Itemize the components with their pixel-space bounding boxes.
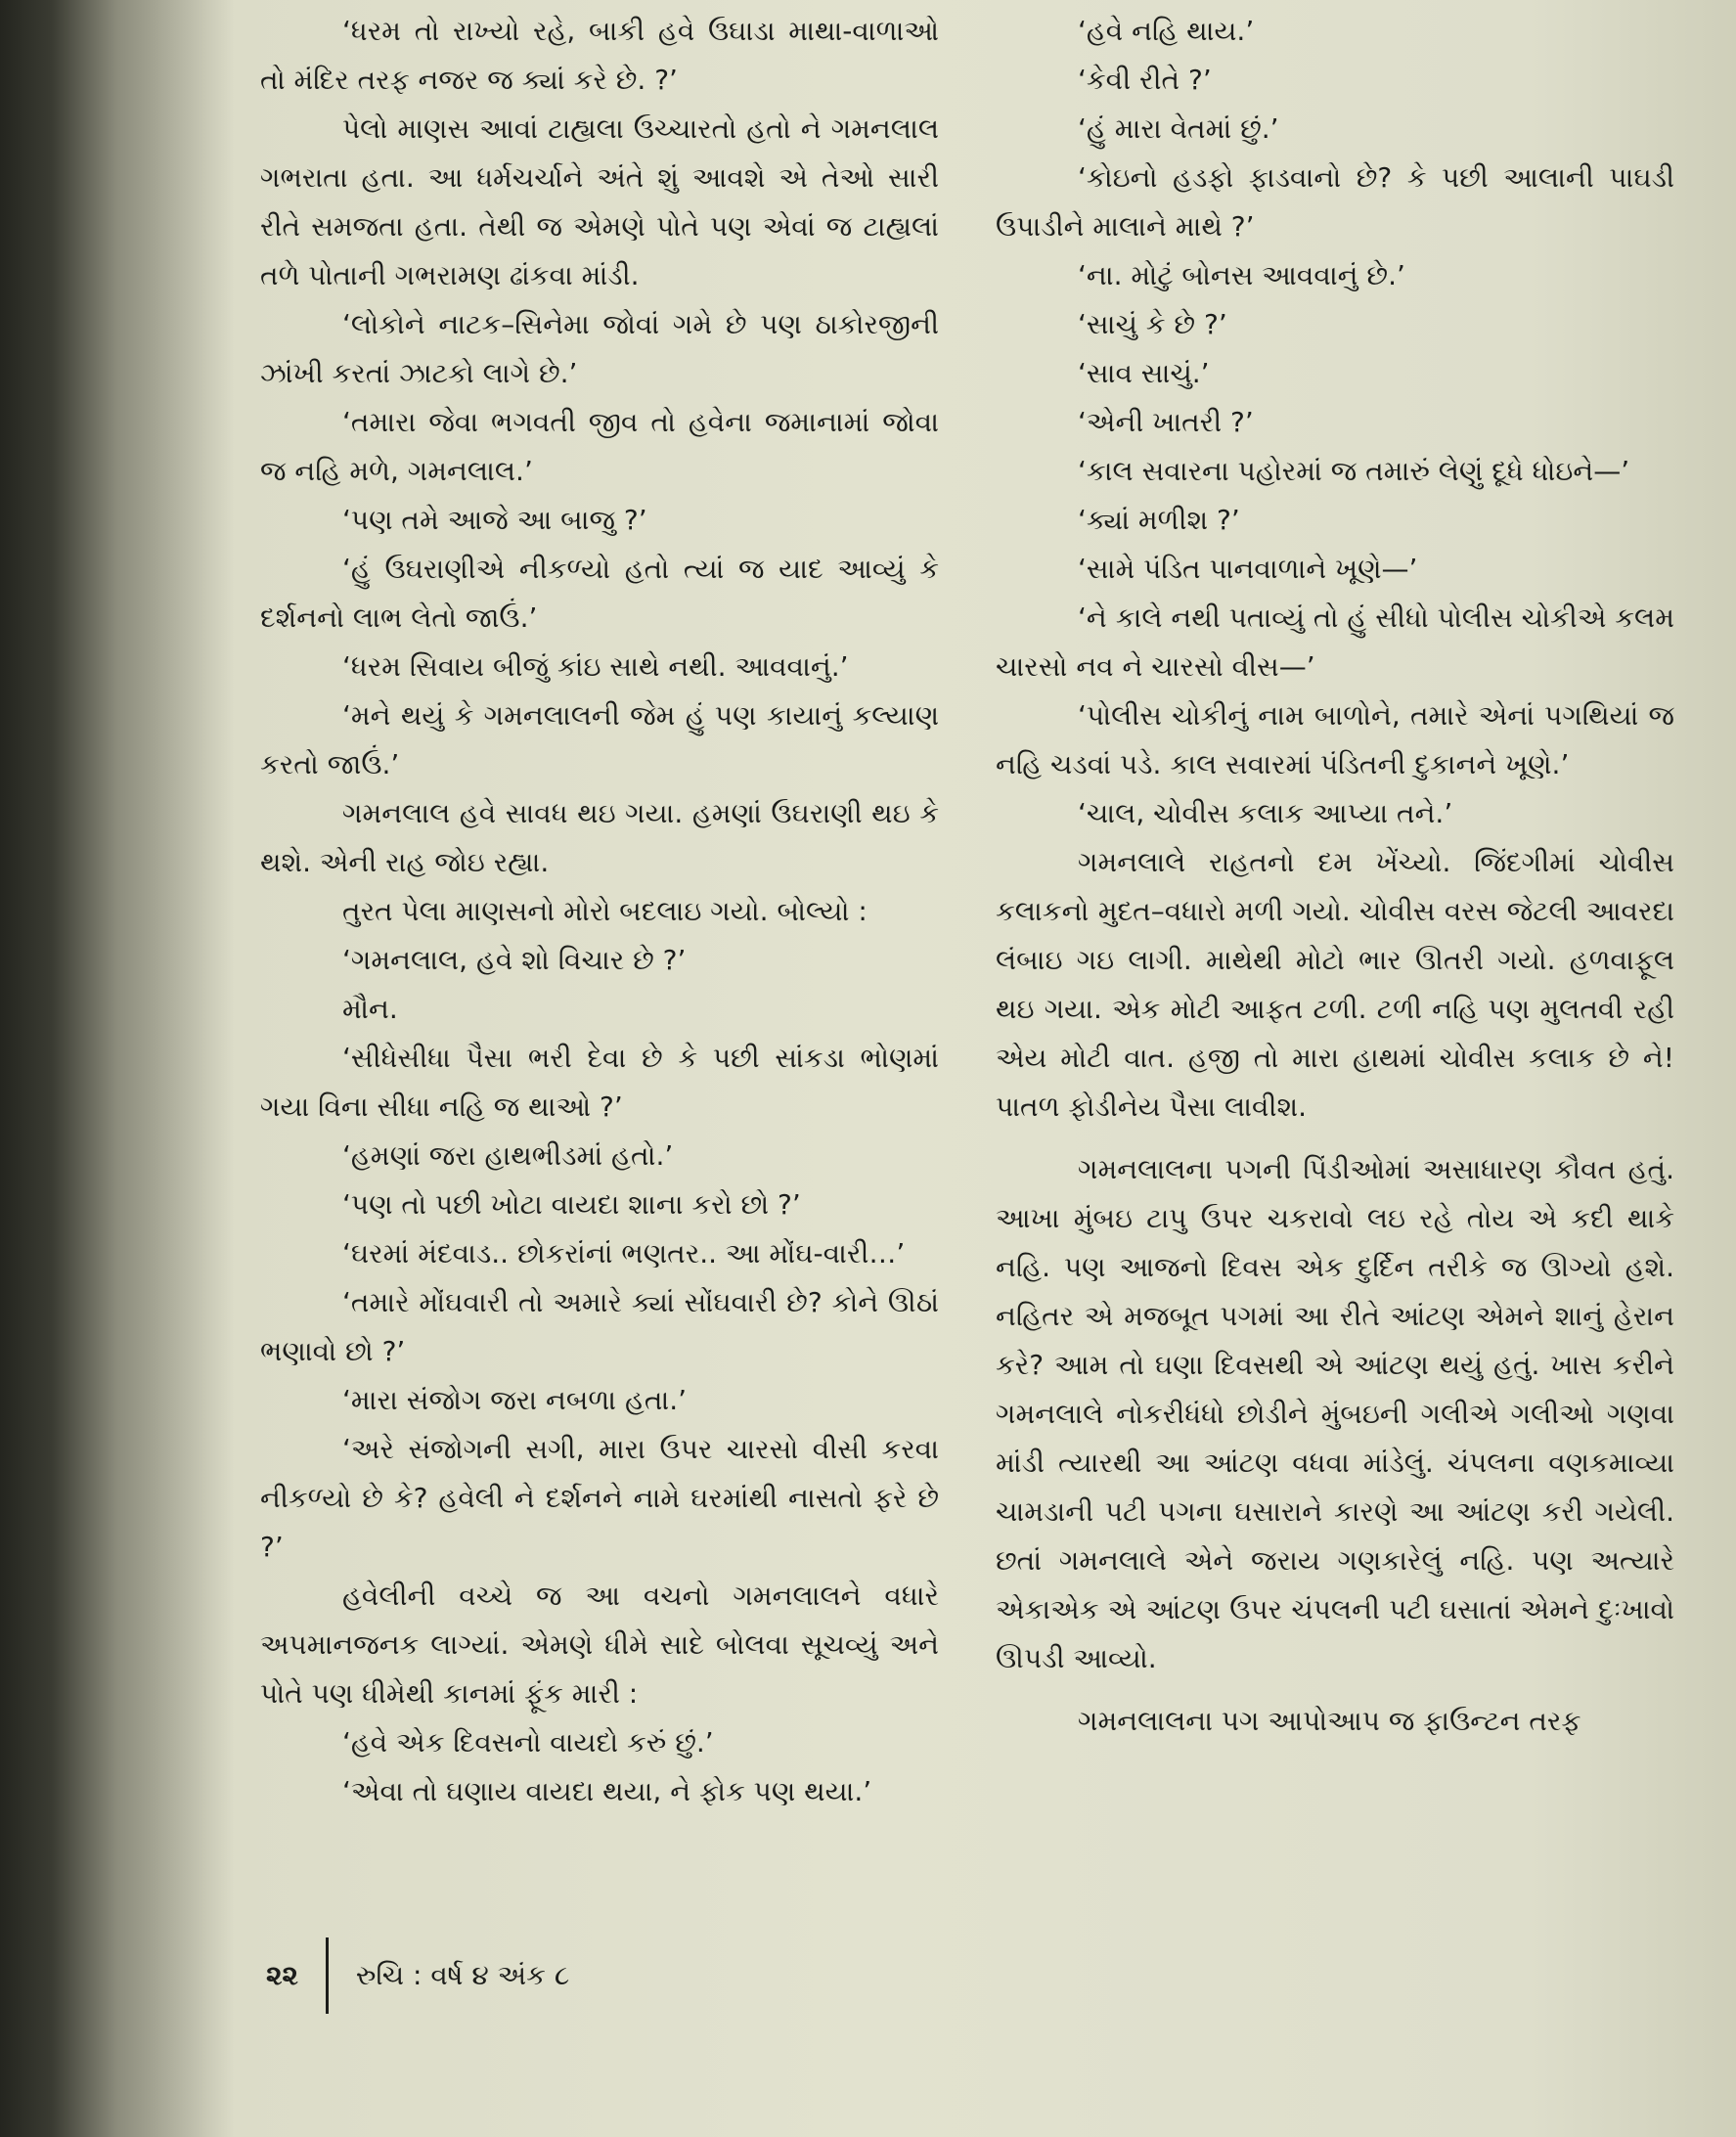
paragraph: ‘સામે પંડિત પાનવાળાને ખૂણે—’ [1078,553,1418,585]
paragraph: ‘અરે સંજોગની સગી, મારા ઉપર ચારસો વીસી કરવા નીકળ્યો છે કે? હવેલી ને દર્શનને નામે ઘરમાંથી નાસતો ફરે છે ?’ [260,1433,939,1563]
paragraph: ‘ધરમ તો રાખ્યો રહે, બાકી હવે ઉઘાડા માથા-વાળાઓ તો મંદિર તરફ નજર જ ક્યાં કરે છે. ?’ [260,15,939,96]
paragraph: ગમનલાલના પગ આપોઆપ જ ફાઉન્ટન તરફ [1078,1705,1581,1737]
paragraph: ‘તમારે મોંઘવારી તો અમારે ક્યાં સોંઘવારી છે? કોને ઊઠાં ભણાવો છો ?’ [260,1286,939,1367]
paragraph: ‘કાલ સવારના પહોરમાં જ તમારું લેણું દૂધે ધોઇને—’ [1078,455,1630,487]
paragraph: તુરત પેલા માણસનો મોરો બદલાઇ ગયો. બોલ્યો : [342,895,868,927]
paragraph: ‘હવે એક દિવસનો વાયદો કરું છું.’ [342,1726,714,1759]
paragraph: ‘ને કાલે નથી પતાવ્યું તો હું સીધો પોલીસ ચોકીએ કલમ ચારસો નવ ને ચારસો વીસ—’ [996,601,1674,683]
paragraph: ‘ના. મોટું બોનસ આવવાનું છે.’ [1078,259,1405,291]
paragraph: ગમનલાલના પગની પિંડીઓમાં અસાધારણ કૌવત હતું. આખા મુંબઇ ટાપુ ઉપર ચકરાવો લઇ રહે તોય એ કદી થાકે નહિ. પણ આજનો દિવસ એક દુર્દિન તરીકે જ ઊગ્યો હશે. નહિતર એ મજબૂત પગમાં આ રીતે આંટણ એમને શાનું હેરાન કરે? આમ તો ઘણા દિવસથી એ આંટણ થયું હતું. ખાસ કરીને ગમનલાલે નોકરીધંધો છોડીને મુંબઇની ગલીએ ગલીઓ ગણવા માંડી ત્યારથી આ આંટણ વધવા માંડેલું. ચંપલના વણકમાવ્યા ચામડાની પટી પગના ઘસારાને કારણે આ આંટણ કરી ગયેલી. છતાં ગમનલાલે એને જરાય ગણકારેલું નહિ. પણ અત્યારે એકાએક એ આંટણ ઉપર ચંપલની પટી ઘસાતાં એમને દુઃખાવો ઊપડી આવ્યો. [996,1153,1674,1674]
paragraph: ‘સાચું કે છે ?’ [1078,308,1227,340]
paragraph: ‘હું ઉઘરાણીએ નીકળ્યો હતો ત્યાં જ યાદ આવ્યું કે દર્શનનો લાભ લેતો જાઉં.’ [260,553,939,634]
paragraph: ‘હું મારા વેતમાં છું.’ [1078,112,1279,145]
page-footer [266,1946,569,2005]
paragraph: ‘કોઇનો હડફો ફાડવાનો છે? કે પછી આલાની પાઘડી ઉપાડીને માલાને માથે ?’ [996,161,1674,243]
left-column [260,7,939,1816]
journal-issue: રુચિ : વર્ષ ૪ અંક ૮ [355,1959,570,1991]
paragraph: ‘ઘરમાં મંદવાડ.. છોકરાંનાં ભણતર.. આ મોંઘ-વારી…’ [342,1237,906,1269]
paragraph: ‘ક્યાં મળીશ ?’ [1078,504,1240,536]
paragraph: ‘સાવ સાચું.’ [1078,357,1210,389]
paragraph: ‘લોકોને નાટક–સિનેમા જોવાં ગમે છે પણ ઠાકોરજીની ઝાંખી કરતાં ઝાટકો લાગે છે.’ [260,308,939,389]
page-edge-shadow [0,0,235,2137]
paragraph: ‘તમારા જેવા ભગવતી જીવ તો હવેના જમાનામાં જોવા જ નહિ મળે, ગમનલાલ.’ [260,406,939,487]
paragraph: ગમનલાલે રાહતનો દમ ખેંચ્યો. જિંદગીમાં ચોવીસ કલાકનો મુદત–વધારો મળી ગયો. ચોવીસ વરસ જેટલી આવરદા લંબાઇ ગઇ લાગી. માથેથી મોટો ભાર ઊતરી ગયો. હળવાફૂલ થઇ ગયા. એક મોટી આફત ટળી. ટળી નહિ પણ મુલતવી રહી એય મોટી વાત. હજી તો મારા હાથમાં ચોવીસ કલાક છે ને! પાતળ ફોડીનેય પૈસા લાવીશ. [996,846,1674,1123]
paragraph: ‘મારા સંજોગ જરા નબળા હતા.’ [342,1384,688,1416]
paragraph: ‘ચાલ, ચોવીસ કલાક આપ્યા તને.’ [1078,797,1453,829]
paragraph: ‘કેવી રીતે ?’ [1078,64,1212,96]
paragraph: ગમનલાલ હવે સાવધ થઇ ગયા. હમણાં ઉઘરાણી થઇ કે થશે. એની રાહ જોઇ રહ્યા. [260,797,939,878]
paragraph: ‘ધરમ સિવાય બીજું કાંઇ સાથે નથી. આવવાનું.’ [342,650,849,683]
footer-divider [326,1937,329,2014]
paragraph: ‘એની ખાતરી ?’ [1078,406,1254,438]
paragraph: ‘ગમનલાલ, હવે શો વિચાર છે ?’ [342,944,687,976]
paragraph: ‘હવે નહિ થાય.’ [1078,15,1255,47]
paragraph: હવેલીની વચ્ચે જ આ વચનો ગમનલાલને વધારે અપમાનજનક લાગ્યાં. એમણે ધીમે સાદે બોલવા સૂચવ્યું અને પોતે પણ ધીમેથી કાનમાં ફૂંક મારી : [260,1580,939,1710]
paragraph: ‘એવા તો ઘણાય વાયદા થયા, ને ફોક પણ થયા.’ [342,1775,872,1807]
page-number: ૨૨ [266,1959,298,1991]
paragraph: ‘પણ તમે આજે આ બાજુ ?’ [342,504,647,536]
paragraph: ‘પણ તો પછી ખોટા વાયદા શાના કરો છો ?’ [342,1188,801,1221]
paragraph: મૌન. [342,993,398,1025]
right-column [996,7,1674,1746]
paragraph: પેલો માણસ આવાં ટાહ્યલા ઉચ્ચારતો હતો ને ગમનલાલ ગભરાતા હતા. આ ધર્મચર્ચાને અંતે શું આવશે એ તેઓ સારી રીતે સમજતા હતા. તેથી જ એમણે પોતે પણ એવાં જ ટાહ્યલાં તળે પોતાની ગભરામણ ઢાંકવા માંડી. [260,112,939,291]
paragraph: ‘હમણાં જરા હાથભીડમાં હતો.’ [342,1139,674,1172]
paragraph: ‘પોલીસ ચોકીનું નામ બાળોને, તમારે એનાં પગથિયાં જ નહિ ચડવાં પડે. કાલ સવારમાં પંડિતની દુકાનને ખૂણે.’ [996,699,1674,780]
paragraph: ‘સીધેસીધા પૈસા ભરી દેવા છે કે પછી સાંકડા ભોણમાં ગયા વિના સીધા નહિ જ થાઓ ?’ [260,1042,939,1123]
paragraph: ‘મને થયું કે ગમનલાલની જેમ હું પણ કાયાનું કલ્યાણ કરતો જાઉં.’ [260,699,939,780]
